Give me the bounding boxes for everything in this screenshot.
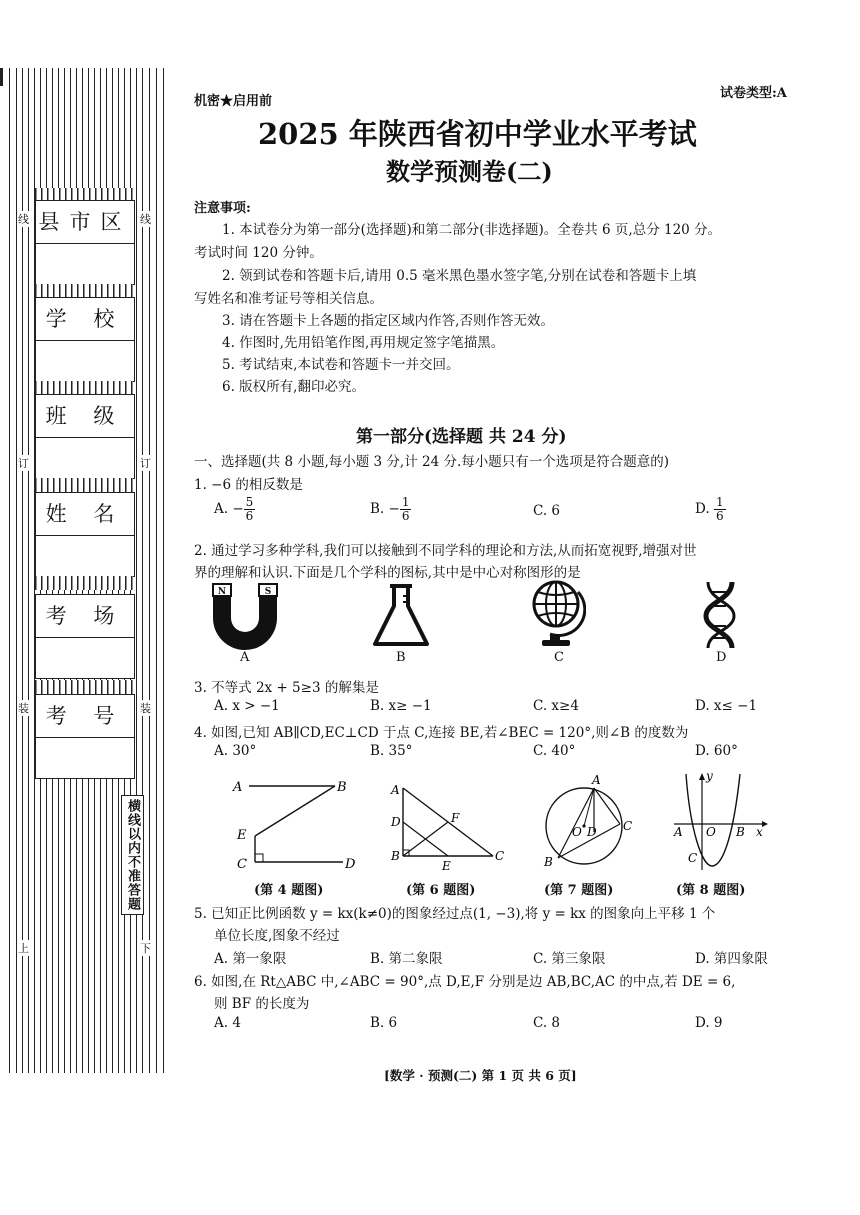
globe-icon[interactable]: [530, 578, 586, 650]
field-county[interactable]: [35, 244, 135, 285]
fig4-label-a: A: [233, 780, 243, 795]
q2-label-d: D: [716, 650, 727, 665]
figure-q6: [385, 780, 515, 872]
fig8-label-a: A: [674, 825, 683, 839]
dna-icon[interactable]: [696, 580, 744, 650]
q4-option-a[interactable]: A. 30°: [214, 743, 257, 759]
fig4-label-e: E: [237, 828, 247, 843]
q4-stem: 4. 如图,已知 AB∥CD,EC⊥CD 于点 C,连接 BE,若∠BEC = 120°,则∠B 的度数为: [194, 725, 689, 741]
fig6-label-a: A: [391, 783, 400, 797]
q5-option-c[interactable]: C. 第三象限: [533, 951, 606, 967]
section-title: 第一部分(选择题 共 24 分): [356, 427, 567, 447]
notice-item: 3. 请在答题卡上各题的指定区域内作答,否则作答无效。: [222, 313, 554, 329]
q1-option-b[interactable]: B. − $\frac{1}{6}$: [370, 495, 410, 523]
q3-option-d[interactable]: D. x≤ −1: [695, 698, 758, 714]
page-title: 2025 年陕西省初中学业水平考试: [258, 117, 697, 151]
fig8-label-c: C: [688, 851, 698, 865]
field-label-school: 学 校: [35, 297, 135, 341]
section-instruction: 一、选择题(共 8 小题,每小题 3 分,计 24 分.每小题只有一个选项是符合题意的): [194, 454, 670, 470]
q4-option-b[interactable]: B. 35°: [370, 743, 413, 759]
side-char-install-right: 装: [140, 702, 151, 715]
q2-stem: 2. 通过学习多种学科,我们可以接触到不同学科的理论和方法,从而拓宽视野,增强对世: [194, 543, 697, 559]
q6-stem: 则 BF 的长度为: [214, 996, 310, 1012]
notice-item: 写姓名和准考证号等相关信息。: [194, 291, 383, 307]
magnet-icon[interactable]: [210, 582, 280, 650]
figure-q8: [664, 770, 774, 874]
side-char-line-left: 线: [18, 213, 29, 226]
q5-option-a[interactable]: A. 第一象限: [214, 951, 287, 967]
flask-icon[interactable]: [370, 582, 432, 650]
fig7-label-a: A: [592, 773, 601, 787]
field-label-class: 班 级: [35, 394, 135, 438]
q2-label-a: A: [240, 650, 250, 665]
side-char-up: 上: [18, 942, 29, 955]
q5-stem: 5. 已知正比例函数 y = kx(k≠0)的图象经过点(1, −3),将 y = kx 的图象向上平移 1 个: [194, 906, 716, 922]
q6-option-d[interactable]: D. 9: [695, 1015, 723, 1031]
page-footer: [数学 · 预测(二) 第 1 页 共 6 页]: [384, 1068, 577, 1083]
side-char-bind-right: 订: [140, 457, 151, 470]
q6-option-a[interactable]: A. 4: [214, 1015, 241, 1031]
fig7-label-d: D: [587, 825, 597, 839]
fig4-label-d: D: [345, 857, 356, 872]
magnet-n: N: [217, 587, 227, 597]
fig-caption-q6: (第 6 题图): [406, 883, 476, 898]
field-name[interactable]: [35, 536, 135, 577]
page-subtitle: 数学预测卷(二): [386, 157, 553, 186]
notice-heading: 注意事项:: [194, 201, 251, 216]
side-char-bind-left: 订: [18, 457, 29, 470]
q3-option-b[interactable]: B. x≥ −1: [370, 698, 432, 714]
q3-option-a[interactable]: A. x > −1: [214, 698, 280, 714]
fig-caption-q4: (第 4 题图): [254, 883, 324, 898]
q6-stem: 6. 如图,在 Rt△ABC 中,∠ABC = 90°,点 D,E,F 分别是边 AB,BC,AC 的中点,若 DE = 6,: [194, 974, 736, 990]
field-exam-room[interactable]: [35, 638, 135, 679]
fig4-label-b: B: [337, 780, 347, 795]
fig4-label-c: C: [237, 857, 247, 872]
figure-q7: [532, 770, 642, 874]
no-answer-warning: 横线以内不准答题: [121, 795, 144, 915]
figure-q4: [225, 772, 365, 872]
q4-option-c[interactable]: C. 40°: [533, 743, 576, 759]
fig8-label-o: O: [706, 825, 716, 839]
fig6-label-e: E: [442, 859, 451, 872]
notice-item: 6. 版权所有,翻印必究。: [222, 379, 365, 395]
fig8-label-b: B: [736, 825, 745, 839]
q4-option-d[interactable]: D. 60°: [695, 743, 738, 759]
notice-item: 4. 作图时,先用铅笔作图,再用规定签字笔描黑。: [222, 335, 505, 351]
q2-stem: 界的理解和认识.下面是几个学科的图标,其中是中心对称图形的是: [194, 565, 581, 581]
fig6-label-f: F: [451, 811, 460, 825]
q3-option-c[interactable]: C. x≥4: [533, 698, 579, 714]
side-char-down: 下: [140, 942, 151, 955]
field-class[interactable]: [35, 438, 135, 479]
notice-item: 考试时间 120 分钟。: [194, 245, 323, 261]
fig7-label-c: C: [623, 819, 633, 833]
fig-caption-q7: (第 7 题图): [544, 883, 614, 898]
q1-option-c[interactable]: C. 6: [533, 503, 561, 519]
fig8-label-y: y: [706, 770, 713, 783]
q6-option-c[interactable]: C. 8: [533, 1015, 561, 1031]
fig7-label-o: O: [572, 825, 582, 839]
fig8-label-x: x: [756, 825, 763, 839]
fig-caption-q8: (第 8 题图): [676, 883, 746, 898]
q5-option-b[interactable]: B. 第二象限: [370, 951, 443, 967]
notice-item: 1. 本试卷分为第一部分(选择题)和第二部分(非选择题)。全卷共 6 页,总分 120 分。: [222, 222, 722, 238]
q6-option-b[interactable]: B. 6: [370, 1015, 398, 1031]
side-char-install-left: 装: [18, 702, 29, 715]
q1-stem: 1. −6 的相反数是: [194, 477, 303, 493]
field-label-exam-number: 考 号: [35, 694, 135, 738]
q1-option-a[interactable]: A. − $\frac{5}{6}$: [214, 495, 254, 523]
field-exam-number[interactable]: [35, 738, 135, 779]
fig6-label-d: D: [391, 815, 401, 829]
field-school[interactable]: [35, 341, 135, 382]
q2-label-c: C: [554, 650, 564, 665]
q1-option-d[interactable]: D. $\frac{1}{6}$: [695, 495, 724, 523]
q2-label-b: B: [396, 650, 406, 665]
fig7-label-b: B: [544, 855, 553, 869]
notice-item: 2. 领到试卷和答题卡后,请用 0.5 毫米黑色墨水签字笔,分别在试卷和答题卡上填: [222, 268, 697, 284]
field-label-county: 县市区: [35, 200, 135, 244]
field-label-name: 姓 名: [35, 492, 135, 536]
q5-option-d[interactable]: D. 第四象限: [695, 951, 768, 967]
fig6-label-b: B: [391, 849, 400, 863]
secret-label: 机密★启用前: [194, 94, 273, 109]
side-char-line-right: 线: [140, 213, 151, 226]
notice-item: 5. 考试结束,本试卷和答题卡一并交回。: [222, 357, 460, 373]
fig6-label-c: C: [495, 849, 505, 863]
field-label-exam-room: 考 场: [35, 594, 135, 638]
magnet-s: S: [264, 587, 272, 597]
paper-type: 试卷类型:A: [720, 86, 787, 101]
q3-stem: 3. 不等式 2x + 5≥3 的解集是: [194, 680, 379, 696]
q5-stem: 单位长度,图象不经过: [214, 928, 340, 944]
